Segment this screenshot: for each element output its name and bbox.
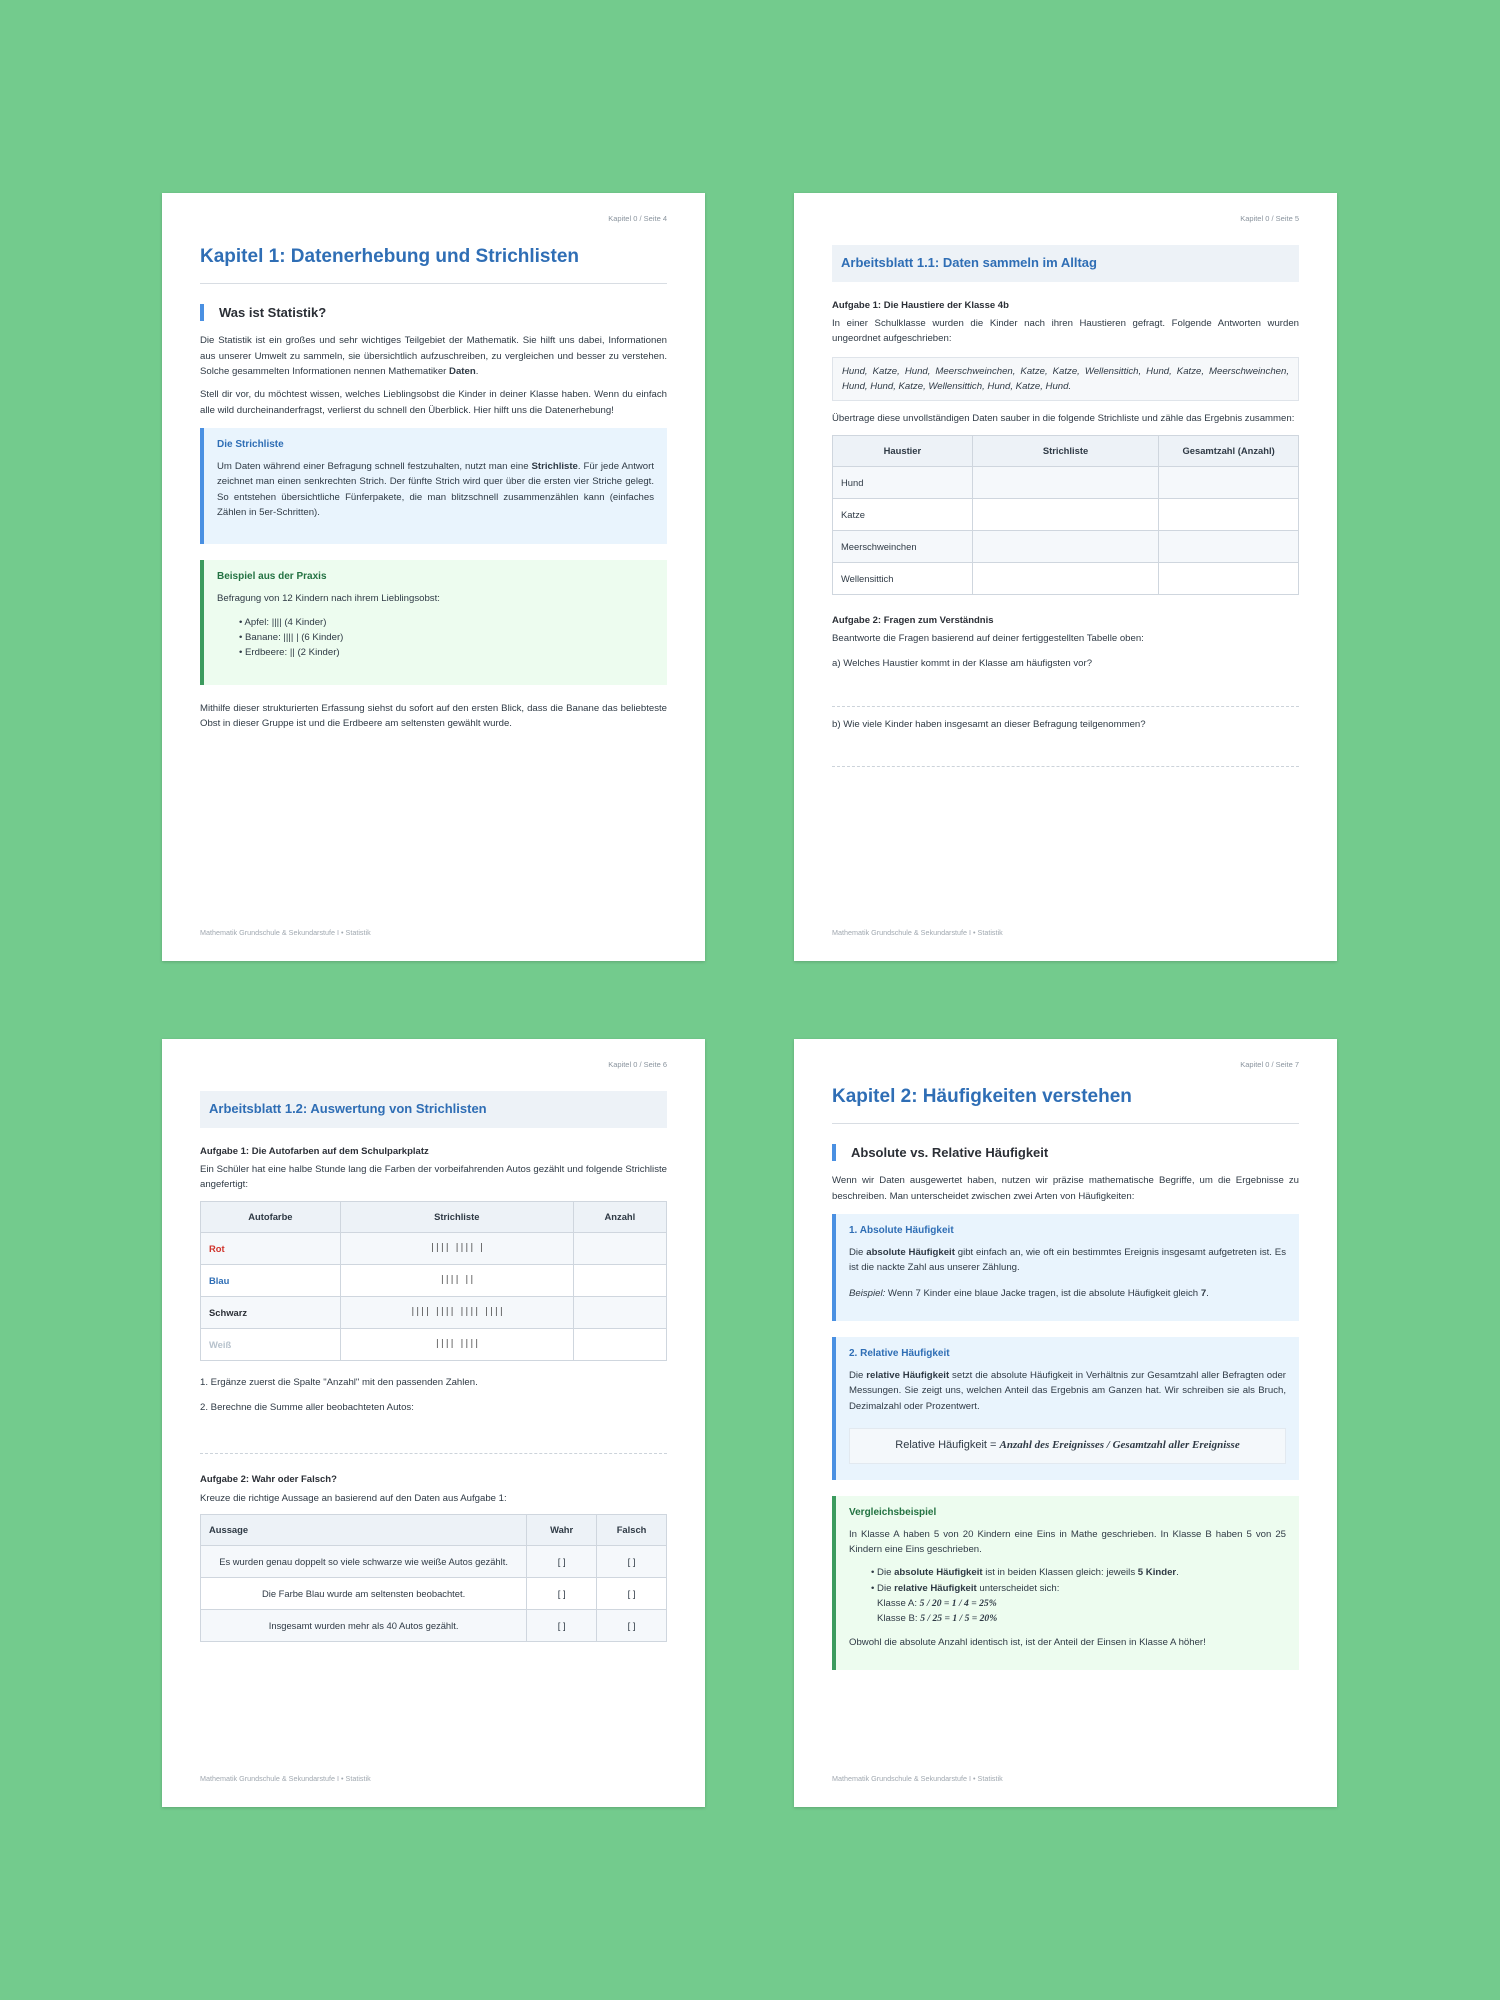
count-field[interactable] bbox=[573, 1296, 666, 1328]
tally-field[interactable] bbox=[972, 530, 1158, 562]
table-row bbox=[833, 530, 1299, 562]
info-box-title: Die Strichliste bbox=[217, 439, 284, 451]
column-header: Anzahl bbox=[573, 1201, 666, 1232]
page-footer: Mathematik Grundschule & Sekundarstufe I • Statistik bbox=[200, 1774, 371, 1784]
tally-field[interactable] bbox=[972, 498, 1158, 530]
count-field[interactable] bbox=[1159, 466, 1299, 498]
answer-line-b[interactable] bbox=[832, 740, 1299, 767]
true-checkbox[interactable]: [ ] bbox=[527, 1545, 597, 1577]
pet-cell: Wellensittich bbox=[833, 562, 973, 594]
tally-cell: |||| |||| |||| |||| bbox=[340, 1296, 573, 1328]
page-header: Kapitel 0 / Seite 5 bbox=[1240, 214, 1299, 223]
tally-field[interactable] bbox=[972, 562, 1158, 594]
list-item: Klasse A: 5 / 20 = 1 / 4 = 25% bbox=[877, 1598, 997, 1610]
box-text: Die absolute Häufigkeit gibt einfach an, wie oft ein bestimmtes Ereignis insgesamt aufgetreten ist. Es ist die nackte Zahl aus unserer Zählung. bbox=[849, 1246, 1286, 1274]
task-title: Aufgabe 2: Fragen zum Verständnis bbox=[832, 614, 994, 626]
page-header: Kapitel 0 / Seite 7 bbox=[1240, 1060, 1299, 1069]
statement: Insgesamt wurden mehr als 40 Autos gezählt. bbox=[201, 1609, 527, 1641]
paragraph: Mithilfe dieser strukturierten Erfassung siehst du sofort auf den ersten Blick, dass die Banane das beliebteste Obst in dieser Gruppe ist und die Erdbeere am seltensten gewählt wurde. bbox=[200, 702, 667, 730]
true-checkbox[interactable]: [ ] bbox=[527, 1609, 597, 1641]
column-header: Autofarbe bbox=[201, 1201, 341, 1232]
car-color-table bbox=[200, 1201, 667, 1361]
table-row bbox=[201, 1232, 667, 1264]
step-2: 2. Berechne die Summe aller beobachteten Autos: bbox=[200, 1402, 414, 1414]
paragraph: Stell dir vor, du möchtest wissen, welches Lieblingsobst die Kinder in deiner Klasse haben. Wenn du einfach alle wild durcheinanderfragst, verlierst du schnell den Überblick. Hier hilft uns die Datenerhebung! bbox=[200, 389, 667, 416]
task-title: Aufgabe 2: Wahr oder Falsch? bbox=[200, 1474, 337, 1486]
list-item: • Die relative Häufigkeit unterscheidet sich: bbox=[871, 1582, 1060, 1594]
tally-table bbox=[832, 435, 1299, 595]
worksheet-banner: Arbeitsblatt 1.2: Auswertung von Strichlisten bbox=[200, 1091, 667, 1128]
column-header: Gesamtzahl (Anzahl) bbox=[1159, 435, 1299, 466]
box-title: 1. Absolute Häufigkeit bbox=[849, 1224, 954, 1236]
intro-paragraph: Wenn wir Daten ausgewertet haben, nutzen wir präzise mathematische Begriffe, um die Ergebnisse zu beschreiben. Man unterscheidet zwischen zwei Arten von Häufigkeiten: bbox=[832, 1175, 1299, 1202]
tally-cell: |||| |||| | bbox=[340, 1232, 573, 1264]
info-box bbox=[200, 428, 667, 544]
box-title: Vergleichsbeispiel bbox=[849, 1506, 937, 1518]
true-checkbox[interactable]: [ ] bbox=[527, 1577, 597, 1609]
task-title: Aufgabe 1: Die Autofarben auf dem Schulparkplatz bbox=[200, 1145, 429, 1157]
statement: Die Farbe Blau wurde am seltensten beobachtet. bbox=[201, 1577, 527, 1609]
task-text: Kreuze die richtige Aussage an basierend auf den Daten aus Aufgabe 1: bbox=[200, 1492, 507, 1504]
worksheet-banner: Arbeitsblatt 1.1: Daten sammeln im Alltag bbox=[832, 245, 1299, 282]
count-field[interactable] bbox=[573, 1232, 666, 1264]
page-header: Kapitel 0 / Seite 6 bbox=[608, 1060, 667, 1069]
info-box-text: Um Daten während einer Befragung schnell festzuhalten, nutzt man eine Strichliste. Für jede Antwort zeichnet man einen senkrechten Strich. Der fünfte Strich wird quer über die ersten vier Striche gelegt. So entstehen übersichtliche Fünferpakete, die man blitzschnell zusammenzählen kann (einfaches Zählen in 5er-Schritten). bbox=[217, 461, 654, 519]
absolute-frequency-box bbox=[832, 1214, 1299, 1321]
color-name-schwarz: Schwarz bbox=[201, 1296, 341, 1328]
table-row bbox=[201, 1296, 667, 1328]
page-seite-7 bbox=[794, 1039, 1337, 1807]
page-header: Kapitel 0 / Seite 4 bbox=[608, 214, 667, 223]
box-title: 2. Relative Häufigkeit bbox=[849, 1348, 950, 1360]
table-row bbox=[201, 1328, 667, 1360]
raw-data-box: Hund, Katze, Hund, Meerschweinchen, Katze, Katze, Wellensittich, Hund, Katze, Meerschweinchen, Hund, Hund, Katze, Wellensittich, Hund, Katze, Hund. bbox=[832, 357, 1299, 402]
table-row bbox=[833, 466, 1299, 498]
column-header: Strichliste bbox=[972, 435, 1158, 466]
example-box-title: Beispiel aus der Praxis bbox=[217, 571, 327, 583]
instruction: Übertrage diese unvollständigen Daten sauber in die folgende Strichliste und zähle das Ergebnis zusammen: bbox=[832, 413, 1295, 425]
color-name-blau: Blau bbox=[201, 1264, 341, 1296]
page-footer: Mathematik Grundschule & Sekundarstufe I • Statistik bbox=[832, 1774, 1003, 1784]
false-checkbox[interactable]: [ ] bbox=[597, 1577, 667, 1609]
count-field[interactable] bbox=[1159, 530, 1299, 562]
table-row bbox=[201, 1545, 667, 1577]
false-checkbox[interactable]: [ ] bbox=[597, 1545, 667, 1577]
comparison-list bbox=[849, 1565, 1286, 1626]
statement: Es wurden genau doppelt so viele schwarze wie weiße Autos gezählt. bbox=[201, 1545, 527, 1577]
table-row bbox=[201, 1609, 667, 1641]
sum-answer-line[interactable] bbox=[200, 1423, 667, 1454]
tally-cell: |||| || bbox=[340, 1264, 573, 1296]
tally-field[interactable] bbox=[972, 466, 1158, 498]
table-row bbox=[833, 498, 1299, 530]
list-item: • Apfel: |||| (4 Kinder) bbox=[239, 616, 327, 628]
example-box bbox=[200, 560, 667, 684]
column-header: Strichliste bbox=[340, 1201, 573, 1232]
box-text: Die relative Häufigkeit setzt die absolute Häufigkeit in Verhältnis zur Gesamtzahl aller Befragten oder Messungen. Sie zeigt uns, welchen Anteil das Ergebnis am Ganzen hat. Wir schreiben sie als Bruch, Dezimalzahl oder Prozentwert. bbox=[849, 1370, 1286, 1412]
example-list bbox=[217, 615, 654, 661]
example-intro: Befragung von 12 Kindern nach ihrem Lieblingsobst: bbox=[217, 593, 440, 605]
comparison-example-box bbox=[832, 1496, 1299, 1670]
page-footer: Mathematik Grundschule & Sekundarstufe I • Statistik bbox=[200, 928, 371, 938]
answer-line-a[interactable] bbox=[832, 680, 1299, 707]
column-header: Falsch bbox=[597, 1514, 667, 1545]
table-row bbox=[833, 562, 1299, 594]
paragraph: Die Statistik ist ein großes und sehr wichtiges Teilgebiet der Mathematik. Sie hilft uns dabei, Informationen aus unserer Umwelt zu sammeln, sie übersichtlich aufzuschreiben, zu vergleichen und besser zu verstehen. Solche gesammelten Informationen nennen Mathematiker Daten. bbox=[200, 335, 667, 377]
color-name-rot: Rot bbox=[201, 1232, 341, 1264]
task-text: Ein Schüler hat eine halbe Stunde lang die Farben der vorbeifahrenden Autos gezählt und folgende Strichliste angefertigt: bbox=[200, 1163, 667, 1191]
box-example: Beispiel: Wenn 7 Kinder eine blaue Jacke tragen, ist die absolute Häufigkeit gleich 7. bbox=[849, 1287, 1209, 1299]
section-title: Was ist Statistik? bbox=[200, 304, 667, 322]
task-text: In einer Schulklasse wurden die Kinder nach ihren Haustieren gefragt. Folgende Antworten wurden ungeordnet aufgeschrieben: bbox=[832, 317, 1299, 345]
column-header: Aussage bbox=[201, 1514, 527, 1545]
count-field[interactable] bbox=[1159, 562, 1299, 594]
chapter-title: Kapitel 1: Datenerhebung und Strichlisten bbox=[200, 245, 667, 284]
count-field[interactable] bbox=[1159, 498, 1299, 530]
list-item: • Banane: |||| | (6 Kinder) bbox=[239, 632, 344, 644]
table-row bbox=[201, 1577, 667, 1609]
list-item: • Erdbeere: || (2 Kinder) bbox=[239, 647, 340, 659]
formula-box: Relative Häufigkeit = Anzahl des Ereignisses / Gesamtzahl aller Ereignisse bbox=[849, 1428, 1286, 1464]
step-1: 1. Ergänze zuerst die Spalte "Anzahl" mit den passenden Zahlen. bbox=[200, 1376, 478, 1388]
task-title: Aufgabe 1: Die Haustiere der Klasse 4b bbox=[832, 299, 1009, 311]
true-false-table bbox=[200, 1514, 667, 1642]
page-seite-6 bbox=[162, 1039, 705, 1807]
list-item: Klasse B: 5 / 25 = 1 / 5 = 20% bbox=[877, 1613, 998, 1625]
conclusion: Obwohl die absolute Anzahl identisch ist, ist der Anteil der Einsen in Klasse A höher! bbox=[849, 1636, 1206, 1648]
pet-cell: Katze bbox=[833, 498, 973, 530]
question-b: b) Wie viele Kinder haben insgesamt an dieser Befragung teilgenommen? bbox=[832, 718, 1146, 730]
column-header: Haustier bbox=[833, 435, 973, 466]
section-title: Absolute vs. Relative Häufigkeit bbox=[832, 1144, 1299, 1162]
chapter-title: Kapitel 2: Häufigkeiten verstehen bbox=[832, 1085, 1299, 1124]
color-name-weiss: Weiß bbox=[201, 1328, 341, 1360]
page-seite-4 bbox=[162, 193, 705, 961]
table-row bbox=[201, 1264, 667, 1296]
pet-cell: Meerschweinchen bbox=[833, 530, 973, 562]
task-text: Beantworte die Fragen basierend auf deiner fertiggestellten Tabelle oben: bbox=[832, 632, 1144, 644]
box-text: In Klasse A haben 5 von 20 Kindern eine Eins in Mathe geschrieben. In Klasse B haben 5 von 25 Kindern eine Eins geschrieben. bbox=[849, 1528, 1286, 1555]
relative-frequency-box bbox=[832, 1337, 1299, 1480]
question-a: a) Welches Haustier kommt in der Klasse am häufigsten vor? bbox=[832, 658, 1093, 670]
page-footer: Mathematik Grundschule & Sekundarstufe I • Statistik bbox=[832, 928, 1003, 938]
tally-cell: |||| |||| bbox=[340, 1328, 573, 1360]
count-field[interactable] bbox=[573, 1328, 666, 1360]
pet-cell: Hund bbox=[833, 466, 973, 498]
count-field[interactable] bbox=[573, 1264, 666, 1296]
column-header: Wahr bbox=[527, 1514, 597, 1545]
list-item: • Die absolute Häufigkeit ist in beiden Klassen gleich: jeweils 5 Kinder. bbox=[871, 1567, 1179, 1579]
false-checkbox[interactable]: [ ] bbox=[597, 1609, 667, 1641]
page-seite-5 bbox=[794, 193, 1337, 961]
